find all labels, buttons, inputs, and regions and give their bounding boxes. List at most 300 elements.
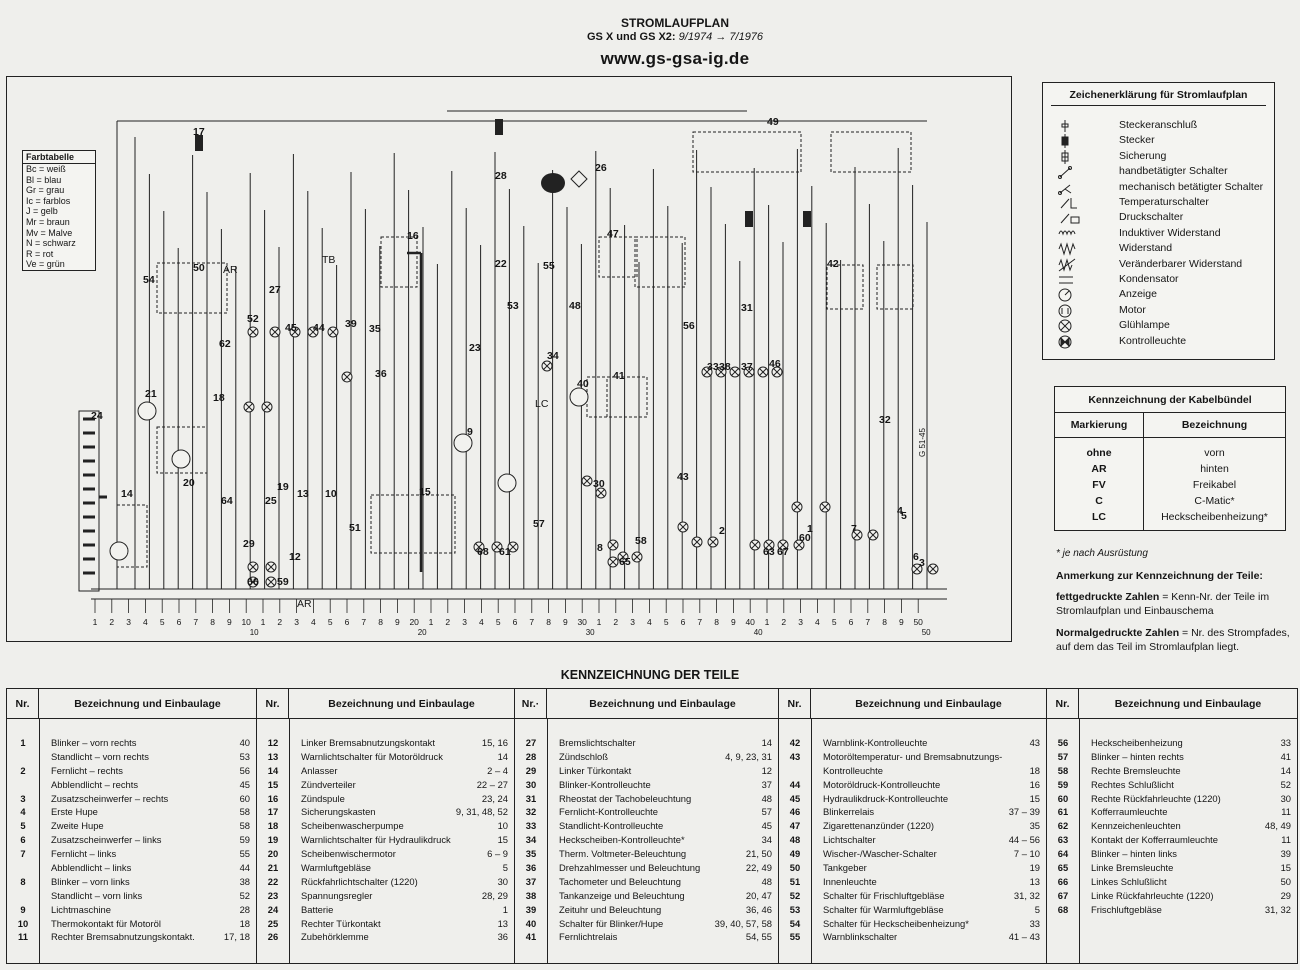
- part-row: [257, 834, 514, 848]
- part-paths: 53: [239, 750, 250, 762]
- part-paths: 38: [239, 875, 250, 887]
- part-row: [7, 862, 256, 876]
- part-number: 12: [267, 737, 279, 748]
- part-number: 67: [1057, 889, 1069, 901]
- part-label: Schalter für Blinker/Hupe: [559, 917, 664, 929]
- part-number: 19: [267, 834, 279, 846]
- col-header-nr: Nr.: [1047, 689, 1079, 719]
- part-paths: 57: [761, 806, 772, 818]
- part-number: 10: [17, 917, 29, 929]
- part-number: 11: [18, 931, 28, 943]
- path-number: 2: [613, 617, 619, 627]
- component-number: 13: [297, 488, 309, 500]
- component-number: 54: [143, 274, 155, 286]
- component-number: 18: [213, 392, 225, 404]
- part-label: Therm. Voltmeter-Beleuchtung: [559, 848, 687, 860]
- component-box: [827, 265, 863, 309]
- part-number: 22: [267, 875, 279, 887]
- part-paths: 5: [502, 862, 508, 874]
- path-number: 3: [630, 617, 635, 627]
- part-row: [515, 862, 778, 876]
- color-code-entry: Mr = braun: [26, 216, 70, 227]
- part-row: [515, 751, 778, 765]
- resistor-icon: [1057, 242, 1087, 256]
- legend-label: handbetätigter Schalter: [1119, 165, 1228, 178]
- part-row: [7, 918, 256, 932]
- variable-resistor-icon: [1057, 258, 1087, 272]
- part-label: Linker Bremsabnutzungskontakt: [301, 737, 435, 748]
- component-number: 12: [289, 551, 301, 563]
- manual-switch-icon: [1057, 165, 1087, 179]
- col-header-bez: Bezeichnung und Einbaulage: [1079, 689, 1297, 719]
- part-number: 38: [525, 889, 537, 901]
- part-paths: 36, 46: [745, 903, 772, 915]
- part-label: Linke Rückfahrleuchte (1220): [1091, 889, 1214, 901]
- cable-row: [1055, 461, 1285, 477]
- diagram-title: STROMLAUFPLAN: [621, 16, 729, 30]
- part-number: 15: [267, 778, 279, 790]
- part-paths: 56: [239, 764, 250, 776]
- part-number: 4: [20, 806, 26, 818]
- part-row: [779, 751, 1046, 765]
- part-label: Warnlichtschalter für Motoröldruck: [301, 750, 443, 762]
- part-row: [257, 765, 514, 779]
- part-paths: 10: [497, 820, 508, 832]
- accessory-terminal: [571, 171, 587, 187]
- path-number: 10: [241, 617, 251, 627]
- path-number: 1: [92, 617, 98, 627]
- note-bold-text: = Kenn-Nr. der Teile im Stromlaufplan und Einbauschema: [1056, 591, 1270, 617]
- part-number: 51: [789, 875, 801, 887]
- cable-mark: LC: [1055, 509, 1144, 530]
- part-paths: 30: [497, 875, 508, 887]
- part-number: 7: [20, 848, 26, 860]
- path-number: 7: [697, 617, 703, 627]
- part-number: 44: [789, 778, 801, 790]
- part-row: [779, 862, 1046, 876]
- part-row: [779, 931, 1046, 945]
- component-number: 67: [777, 546, 789, 558]
- legend-label: Induktiver Widerstand: [1119, 226, 1221, 239]
- path-number: 1: [596, 617, 602, 627]
- part-label: Schalter für Heckscheibenheizung*: [823, 917, 969, 929]
- part-paths: 18: [239, 917, 250, 929]
- component-number: 7: [851, 523, 857, 535]
- path-number: 6: [176, 617, 182, 627]
- decade-mark: 30: [585, 628, 595, 637]
- part-row: [1047, 890, 1297, 904]
- parts-column: [779, 689, 1047, 963]
- part-paths: 37: [761, 778, 772, 790]
- path-number: 9: [395, 617, 400, 627]
- col-header-bez: Bezeichnung und Einbaulage: [547, 689, 778, 719]
- part-number: 30: [525, 778, 537, 790]
- cable-row: [1055, 438, 1285, 462]
- part-paths: 19: [1029, 862, 1040, 874]
- part-label: Tankanzeige und Beleuchtung: [559, 889, 685, 901]
- part-number: 33: [525, 820, 537, 832]
- cable-mark: AR: [1055, 461, 1144, 477]
- part-row: [257, 820, 514, 834]
- part-row: [779, 793, 1046, 807]
- part-label: Drehzahlmesser und Beleuchtung: [559, 862, 701, 874]
- part-paths: 29: [1280, 889, 1291, 901]
- component-box: [877, 265, 913, 309]
- part-row: [515, 918, 778, 932]
- part-number: 48: [789, 834, 801, 846]
- path-number: 6: [344, 617, 350, 627]
- part-label: Scheibenwischermotor: [301, 848, 396, 860]
- part-row: [257, 918, 514, 932]
- part-paths: 31, 32: [1013, 889, 1040, 901]
- note-normal-numbers: [1056, 626, 1296, 654]
- cable-table: [1055, 413, 1285, 530]
- component-number: 36: [375, 368, 387, 380]
- part-row: [515, 793, 778, 807]
- part-label: Zweite Hupe: [51, 820, 104, 832]
- legend-label: Steckeranschluß: [1119, 119, 1198, 131]
- part-number: 27: [525, 737, 537, 748]
- notes-heading: Anmerkung zur Kennzeichnung der Teile:: [1056, 570, 1263, 582]
- part-number: 49: [789, 848, 801, 860]
- part-paths: 50: [1280, 875, 1291, 887]
- part-paths: 48: [761, 792, 772, 804]
- path-number: 5: [159, 617, 165, 627]
- path-number: 3: [126, 617, 131, 627]
- path-number: 8: [882, 617, 887, 627]
- side-code: G 51-45: [918, 428, 927, 457]
- part-row: [7, 904, 256, 918]
- part-number: 31: [525, 792, 537, 804]
- path-number: 6: [680, 617, 686, 627]
- cable-row: [1055, 477, 1285, 493]
- component-number: 22: [495, 258, 507, 270]
- path-number: 7: [361, 617, 367, 627]
- color-code-entry: Mv = Malve: [26, 227, 73, 238]
- part-paths: 14: [761, 737, 772, 748]
- part-label: Fernlicht – links: [51, 848, 117, 860]
- part-row: [779, 904, 1046, 918]
- part-row: [7, 848, 256, 862]
- component-number: 1: [807, 523, 813, 535]
- part-number: 50: [789, 862, 801, 874]
- part-paths: 5: [1034, 903, 1040, 915]
- wiring-schematic: [6, 76, 1012, 642]
- part-paths: 37 – 39: [1008, 806, 1040, 818]
- path-number: 9: [563, 617, 568, 627]
- cable-mark: C: [1055, 493, 1144, 509]
- col-header-bez: Bezeichnung und Einbaulage: [39, 689, 256, 719]
- part-label: Zündschloß: [559, 750, 608, 762]
- part-row: [1047, 862, 1297, 876]
- part-number: 56: [1057, 737, 1069, 748]
- part-paths: 15: [1029, 792, 1040, 804]
- path-number: 1: [764, 617, 770, 627]
- website-url: www.gs-gsa-ig.de: [600, 49, 750, 68]
- path-number: 3: [294, 617, 299, 627]
- bundle-label: AR: [223, 264, 238, 276]
- part-paths: 43: [1029, 737, 1040, 748]
- component-number: 30: [593, 478, 605, 490]
- component-number: 42: [827, 258, 839, 270]
- part-number: 36: [525, 862, 537, 874]
- component-number: 49: [767, 116, 779, 128]
- part-label: Frischluftgebläse: [1091, 903, 1162, 915]
- part-label: Batterie: [301, 903, 334, 915]
- part-row: [515, 820, 778, 834]
- part-row: [515, 806, 778, 820]
- part-row: [515, 779, 778, 793]
- part-row: [779, 876, 1046, 890]
- part-row: [257, 848, 514, 862]
- part-row: [515, 890, 778, 904]
- notes: [1056, 548, 1296, 654]
- component-number: 40: [577, 378, 589, 390]
- part-paths: 28: [239, 903, 250, 915]
- part-paths: 45: [239, 778, 250, 790]
- component-number: 23: [469, 342, 481, 354]
- schematic-drawing: [7, 77, 1013, 643]
- component-box: [607, 377, 647, 417]
- part-number: 58: [1057, 764, 1069, 776]
- part-number: 47: [789, 820, 801, 832]
- cable-desc: Heckscheibenheizung*: [1161, 511, 1268, 523]
- motor: [138, 402, 156, 420]
- part-number: 26: [267, 931, 279, 943]
- legend-label: Temperaturschalter: [1119, 196, 1209, 208]
- path-number: 4: [143, 617, 148, 627]
- part-label: Anlasser: [301, 764, 338, 776]
- part-number: 59: [1057, 778, 1069, 790]
- part-paths: 15: [1280, 862, 1291, 874]
- part-row: [1047, 751, 1297, 765]
- part-row: [1047, 737, 1297, 751]
- part-number: 32: [525, 806, 537, 818]
- part-label: Zeituhr und Beleuchtung: [559, 903, 662, 915]
- component-number: 48: [569, 300, 581, 312]
- part-row: [7, 793, 256, 807]
- legend-label: Sicherung: [1119, 149, 1167, 162]
- part-row: [515, 904, 778, 918]
- part-paths: 2 – 4: [487, 764, 508, 776]
- part-row: [1047, 834, 1297, 848]
- part-label: Zigarettenanzünder (1220): [823, 820, 935, 832]
- component-box: [371, 495, 455, 553]
- part-label: Rechtes Schlußlicht: [1091, 778, 1174, 790]
- part-row: [779, 820, 1046, 834]
- part-number: 43: [789, 750, 801, 762]
- part-row: [515, 848, 778, 862]
- component-number: 38: [719, 361, 731, 373]
- part-paths: 60: [239, 792, 250, 804]
- component-number: 35: [369, 323, 381, 335]
- col-header-nr: Nr.: [7, 689, 39, 719]
- part-paths: 36: [497, 931, 508, 943]
- legend-label: mechanisch betätigter Schalter: [1119, 180, 1264, 193]
- part-paths: 22 – 27: [476, 778, 508, 790]
- part-row: [7, 806, 256, 820]
- part-row: [7, 779, 256, 793]
- path-number: 7: [193, 617, 199, 627]
- part-label: Schalter für Warmluftgebläse: [823, 903, 944, 915]
- color-code-entry: Ic = farblos: [26, 195, 71, 206]
- part-paths: 33: [1280, 737, 1291, 748]
- part-label: Tankgeber: [823, 862, 867, 874]
- part-row: [515, 737, 778, 751]
- component-number: 25: [265, 495, 277, 507]
- fuse: [495, 119, 503, 135]
- bundle-label: AR: [297, 598, 312, 610]
- path-number: 9: [731, 617, 736, 627]
- part-row: [1047, 904, 1297, 918]
- component-number: 32: [879, 414, 891, 426]
- component-box: [599, 237, 637, 277]
- component-number: 53: [507, 300, 519, 312]
- path-number: 2: [109, 617, 115, 627]
- part-paths: 58: [239, 806, 250, 818]
- indicator-lamp-icon: [1057, 335, 1087, 349]
- part-row: [1047, 876, 1297, 890]
- part-number: 42: [789, 737, 801, 748]
- part-paths: 45: [761, 820, 772, 832]
- path-number: 8: [714, 617, 719, 627]
- plug-connection-icon: [1057, 119, 1087, 133]
- part-label: Motoröldruck-Kontrolleuchte: [823, 778, 941, 790]
- fuse: [803, 211, 811, 227]
- bundle-label: TB: [322, 254, 336, 266]
- component-number: 16: [407, 230, 419, 242]
- part-label: Bremslichtschalter: [559, 737, 636, 748]
- part-paths: 59: [239, 834, 250, 846]
- part-label: Blinker – vorn rechts: [51, 737, 137, 748]
- component-number: 51: [349, 522, 361, 534]
- part-label: Kennzeichenleuchten: [1091, 820, 1181, 832]
- part-number: 64: [1057, 848, 1069, 860]
- col-header-nr: Nr.: [779, 689, 811, 719]
- part-row: [1047, 806, 1297, 820]
- part-row: [257, 890, 514, 904]
- path-number: 8: [546, 617, 551, 627]
- cable-desc: Freikabel: [1192, 479, 1237, 491]
- part-number: 28: [525, 750, 537, 762]
- part-label: Zündspule: [301, 792, 345, 804]
- component-number: 39: [345, 318, 357, 330]
- cable-table-title: Kennzeichnung der Kabelbündel: [1055, 387, 1285, 413]
- parts-title: KENNZEICHNUNG DER TEILE: [560, 668, 740, 682]
- component-box: [381, 237, 417, 287]
- path-number: 2: [277, 617, 283, 627]
- cable-row: [1055, 493, 1285, 509]
- part-number: 23: [267, 889, 279, 901]
- component-number: 64: [221, 495, 233, 507]
- legend-label: Kontrolleuchte: [1119, 334, 1187, 347]
- part-paths: 4, 9, 23, 31: [725, 750, 772, 762]
- part-row: [515, 765, 778, 779]
- path-number: 5: [663, 617, 669, 627]
- part-paths: 13: [1029, 875, 1040, 887]
- part-label: Rheostat der Tachobeleuchtung: [559, 792, 692, 804]
- part-row: [1047, 820, 1297, 834]
- part-number: 41: [525, 931, 537, 943]
- subtitle-models: GS X und GS X2:: [586, 31, 676, 43]
- part-paths: 6 – 9: [487, 848, 508, 860]
- part-paths: 22, 49: [745, 862, 772, 874]
- component-number: 20: [183, 477, 195, 489]
- part-number: 17: [267, 806, 279, 818]
- part-row: [257, 751, 514, 765]
- part-label: Lichtschalter: [823, 834, 876, 846]
- part-label: Rechter Bremsabnutzungskontakt.: [51, 931, 195, 943]
- component-number: 65: [619, 556, 631, 568]
- part-paths: 12: [761, 764, 772, 776]
- cable-bundle-table: [1054, 386, 1286, 531]
- part-number: 9: [20, 903, 26, 915]
- part-number: 52: [789, 889, 801, 901]
- part-paths: 48: [761, 875, 772, 887]
- path-number: 5: [495, 617, 501, 627]
- part-row: [779, 834, 1046, 848]
- component-number: 6: [913, 551, 919, 563]
- part-row: [1047, 765, 1297, 779]
- gauge: [570, 388, 588, 406]
- part-number: 37: [525, 875, 537, 887]
- bulb-icon: [1057, 319, 1087, 333]
- component-number: 3: [919, 557, 925, 569]
- part-row: [257, 931, 514, 945]
- color-code-entry: J = gelb: [26, 206, 58, 217]
- component-number: 4: [897, 505, 903, 517]
- part-number: 39: [525, 903, 537, 915]
- path-number: 3: [798, 617, 803, 627]
- part-row: [779, 806, 1046, 820]
- part-number: 1: [20, 737, 26, 748]
- part-row: [7, 931, 256, 945]
- part-paths: 13: [497, 917, 508, 929]
- part-number: 29: [525, 764, 537, 776]
- part-label: Fernlicht – rechts: [51, 764, 123, 776]
- part-number: 55: [789, 931, 801, 943]
- part-row: [7, 751, 256, 765]
- part-row: [515, 876, 778, 890]
- legend-label: Druckschalter: [1119, 211, 1184, 224]
- part-label: Warnblink-Kontrolleuchte: [823, 737, 928, 748]
- part-label: Blinker-Kontrolleuchte: [559, 778, 651, 790]
- part-number: 20: [267, 848, 279, 860]
- motor: [498, 474, 516, 492]
- part-number: 61: [1057, 806, 1069, 818]
- legend-label: Glühlampe: [1119, 319, 1170, 332]
- part-paths: 58: [239, 820, 250, 832]
- cable-desc: C-Matic*: [1194, 495, 1235, 507]
- part-paths: 52: [1280, 778, 1291, 790]
- part-row: [257, 862, 514, 876]
- part-row: [515, 834, 778, 848]
- component-number: 52: [247, 313, 259, 325]
- part-row: [1047, 793, 1297, 807]
- gauge-icon: [1057, 288, 1087, 302]
- component-number: 61: [499, 546, 511, 558]
- part-number: 14: [267, 764, 279, 776]
- part-paths: 44 – 56: [1008, 834, 1040, 846]
- path-number: 30: [577, 617, 587, 627]
- part-label: Standlicht – vorn rechts: [51, 750, 149, 762]
- path-number: 1: [428, 617, 434, 627]
- note-bold-label: fettgedruckte Zahlen: [1056, 591, 1160, 603]
- part-label: Kofferraumleuchte: [1091, 806, 1168, 818]
- part-row: [7, 834, 256, 848]
- part-number: 63: [1057, 834, 1069, 846]
- part-paths: 15: [497, 834, 508, 846]
